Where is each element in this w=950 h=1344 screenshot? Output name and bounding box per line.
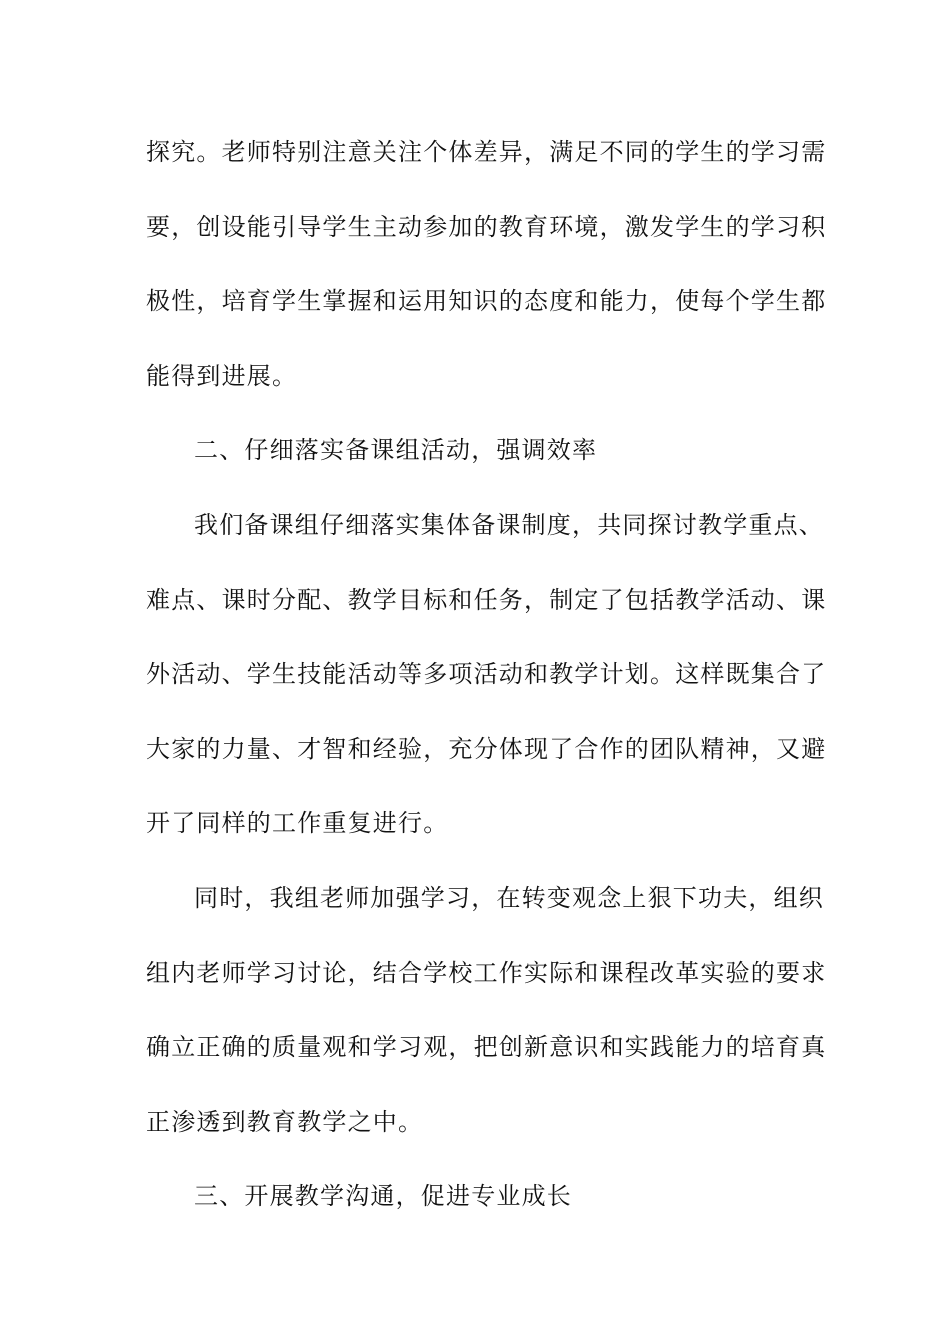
text-line: 正渗透到教育教学之中。 [146, 1107, 424, 1136]
text-line: 探究。老师特别注意关注个体差异，满足不同的学生的学习需 [146, 138, 827, 166]
text-line: 组内老师学习讨论，结合学校工作实际和课程改革实验的要求 [146, 958, 827, 987]
document-body [146, 128, 827, 1247]
text-line: 能得到进展。 [146, 361, 298, 390]
text-line: 极性，培育学生掌握和运用知识的态度和能力，使每个学生都 [146, 287, 827, 316]
text-line: 要，创设能引导学生主动参加的教育环境，激发学生的学习积 [146, 212, 827, 241]
text-line: 开了同样的工作重复进行。 [146, 809, 449, 838]
text-line: 确立正确的质量观和学习观，把创新意识和实践能力的培育真 [146, 1033, 827, 1062]
text-line: 难点、课时分配、教学目标和任务，制定了包括教学活动、课 [146, 585, 827, 614]
text-line: 三、开展教学沟通，促进专业成长 [194, 1182, 572, 1211]
text-line: 二、仔细落实备课组活动，强调效率 [194, 436, 598, 465]
text-line: 大家的力量、才智和经验，充分体现了合作的团队精神，又避 [146, 734, 827, 763]
text-line: 我们备课组仔细落实集体备课制度，共同探讨教学重点、 [194, 510, 824, 539]
text-line: 外活动、学生技能活动等多项活动和教学计划。这样既集合了 [146, 660, 827, 689]
text-line: 同时，我组老师加强学习，在转变观念上狠下功夫，组织 [194, 883, 824, 912]
